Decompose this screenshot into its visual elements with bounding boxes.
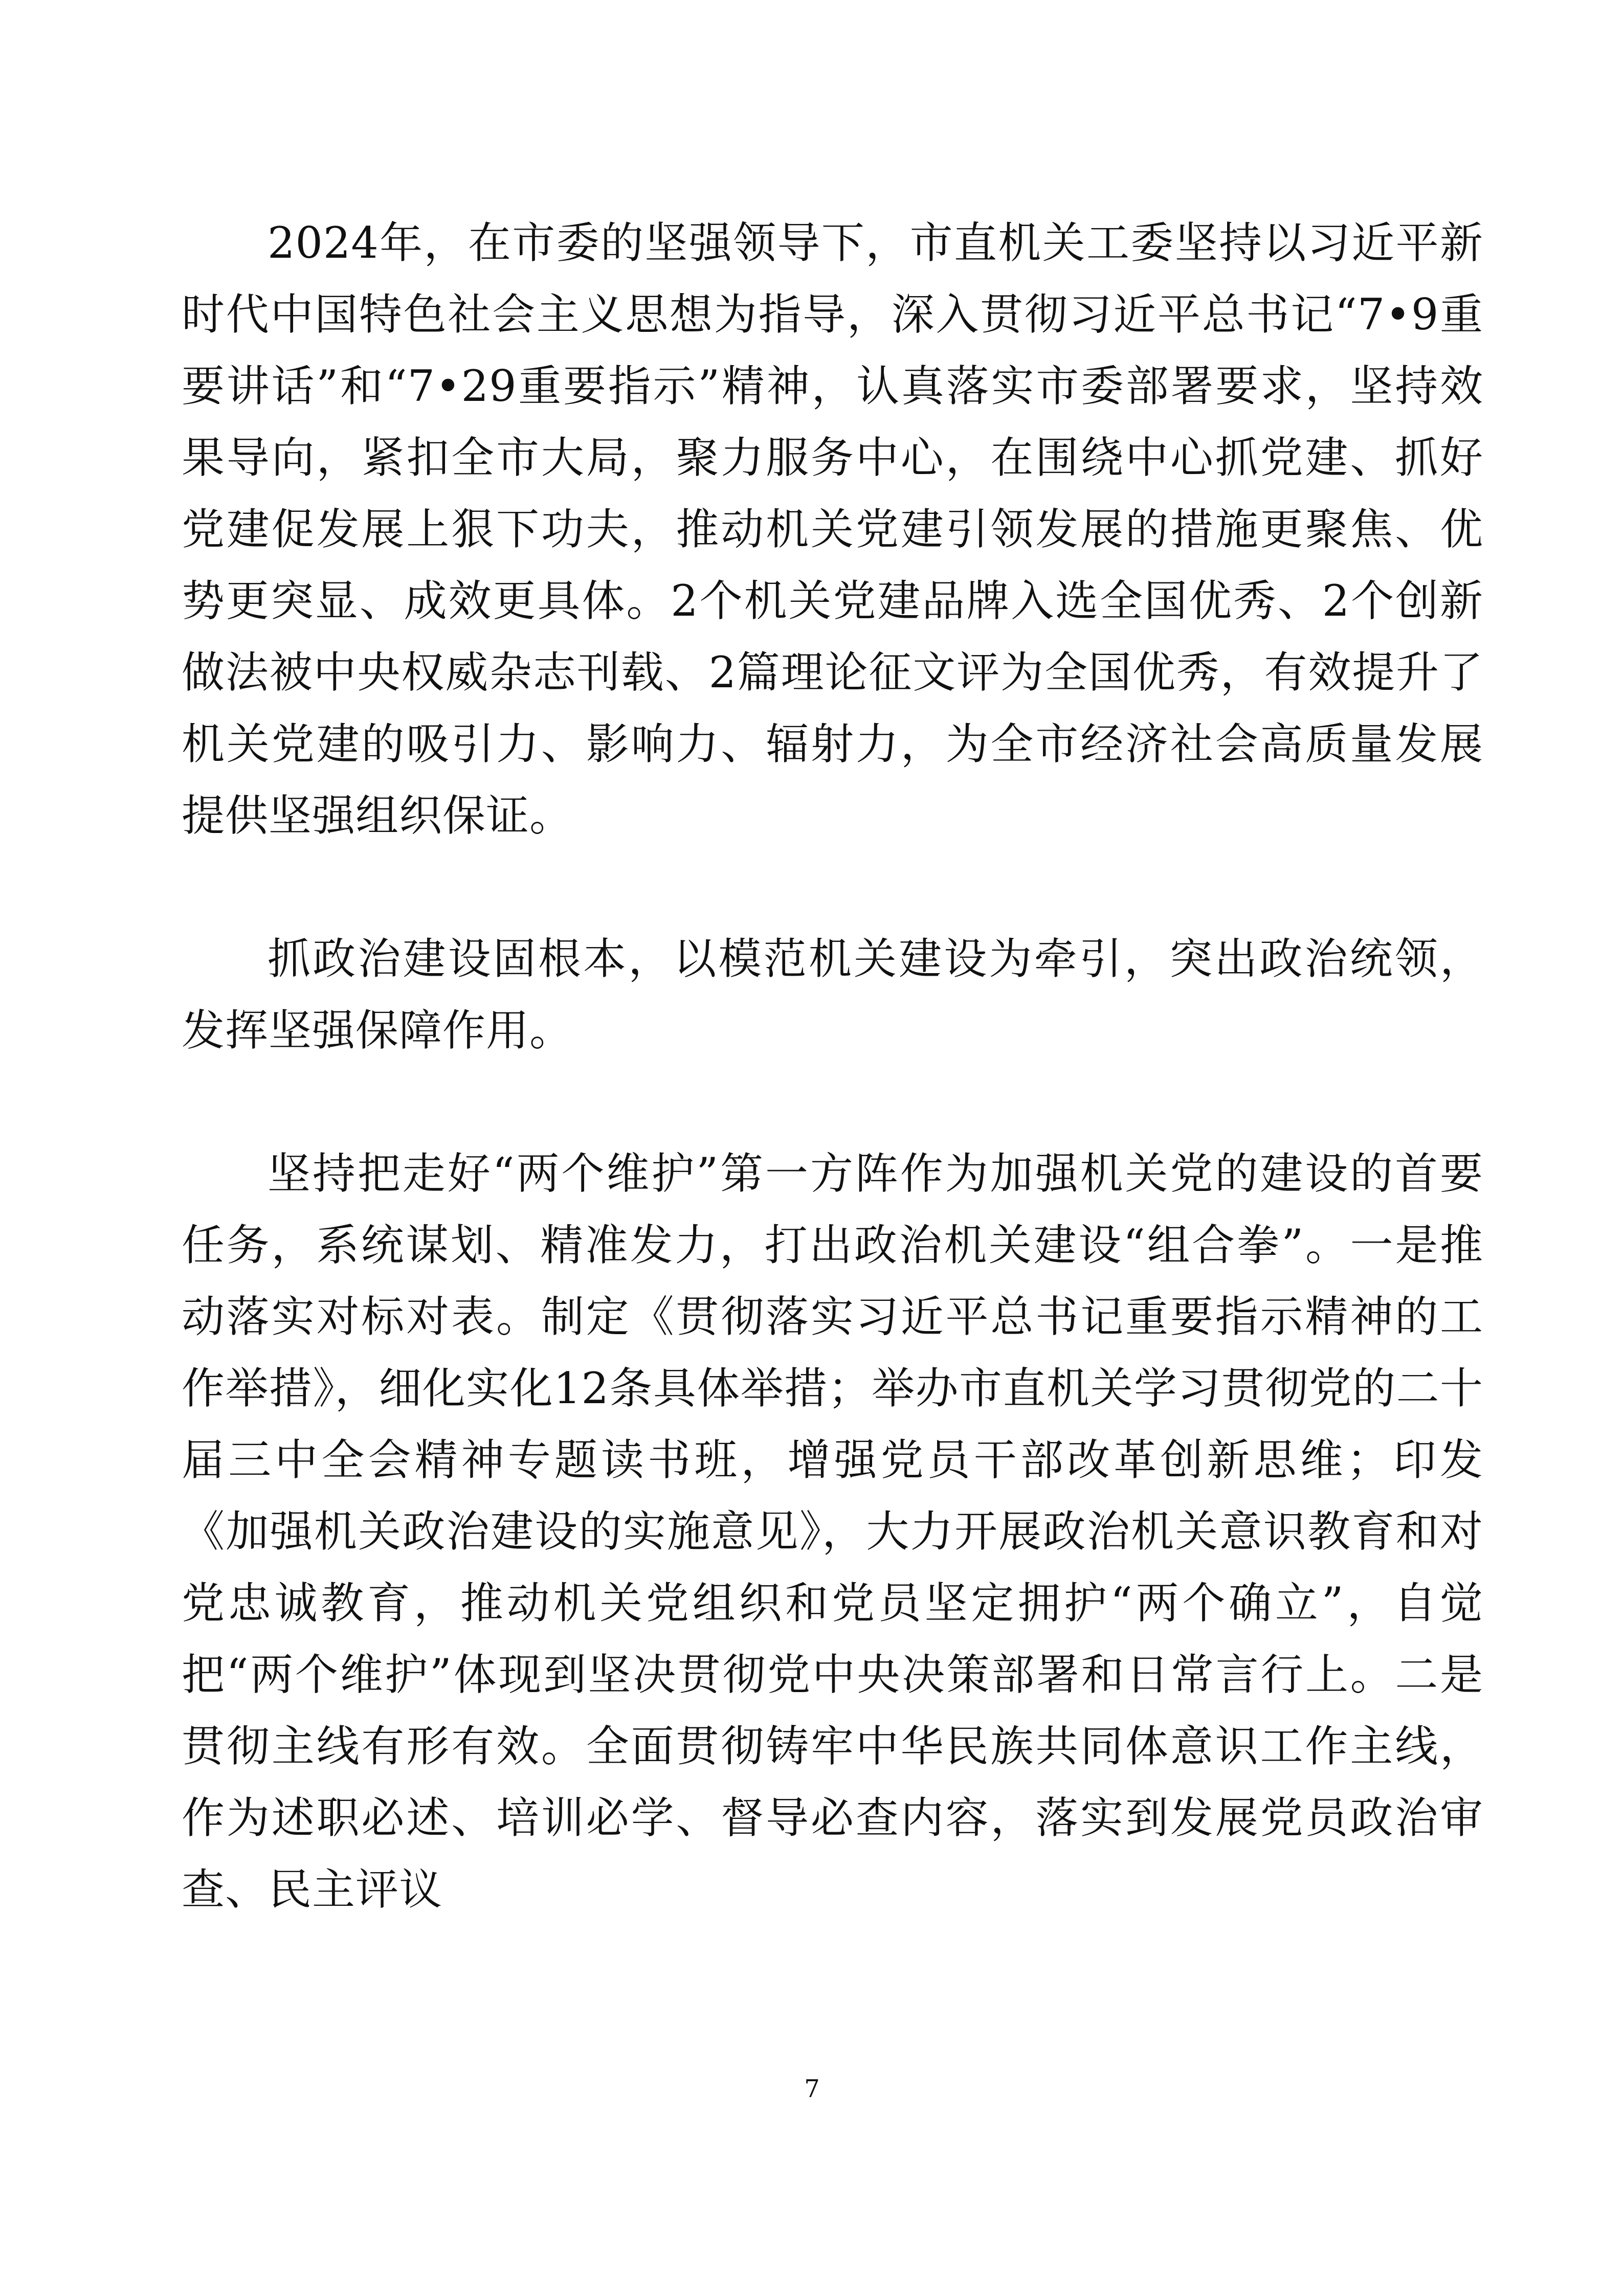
page-number: 7	[804, 2075, 820, 2103]
paragraph-political-building: 抓政治建设固根本，以模范机关建设为牵引，突出政治统领，发挥坚强保障作用。	[182, 934, 1483, 1055]
document-body	[182, 207, 1483, 1925]
paragraph-intro: 2024年，在市委的坚强领导下，市直机关工委坚持以习近平新时代中国特色社会主义思想为指导，深入贯彻习近平总书记“7•9重要讲话”和“7•29重要指示”精神，认真落实市委部署要求，坚持效果导向，紧扣全市大局，聚力服务中心，在围绕中心抓党建、抓好党建促发展上狠下功夫，推动机关党建引领发展的措施更聚焦、优势更突显、成效更具体。2个机关党建品牌入选全国优秀、2个创新做法被中央权威杂志刊载、2篇理论征文评为全国优秀，有效提升了机关党建的吸引力、影响力、辐射力，为全市经济社会高质量发展提供坚强组织保证。	[182, 218, 1483, 841]
paragraph-two-safeguards: 坚持把走好“两个维护”第一方阵作为加强机关党的建设的首要任务，系统谋划、精准发力，打出政治机关建设“组合拳”。一是推动落实对标对表。制定《贯彻落实习近平总书记重要指示精神的工作举措》，细化实化12条具体举措；举办市直机关学习贯彻党的二十届三中全会精神专题读书班，增强党员干部改革创新思维；印发《加强机关政治建设的实施意见》，大力开展政治机关意识教育和对党忠诚教育，推动机关党组织和党员坚定拥护“两个确立”，自觉把“两个维护”体现到坚决贯彻党中央决策部署和日常言行上。二是贯彻主线有形有效。全面贯彻铸牢中华民族共同体意识工作主线，作为述职必述、培训必学、督导必查内容，落实到发展党员政治审查、民主评议	[182, 1149, 1483, 1915]
